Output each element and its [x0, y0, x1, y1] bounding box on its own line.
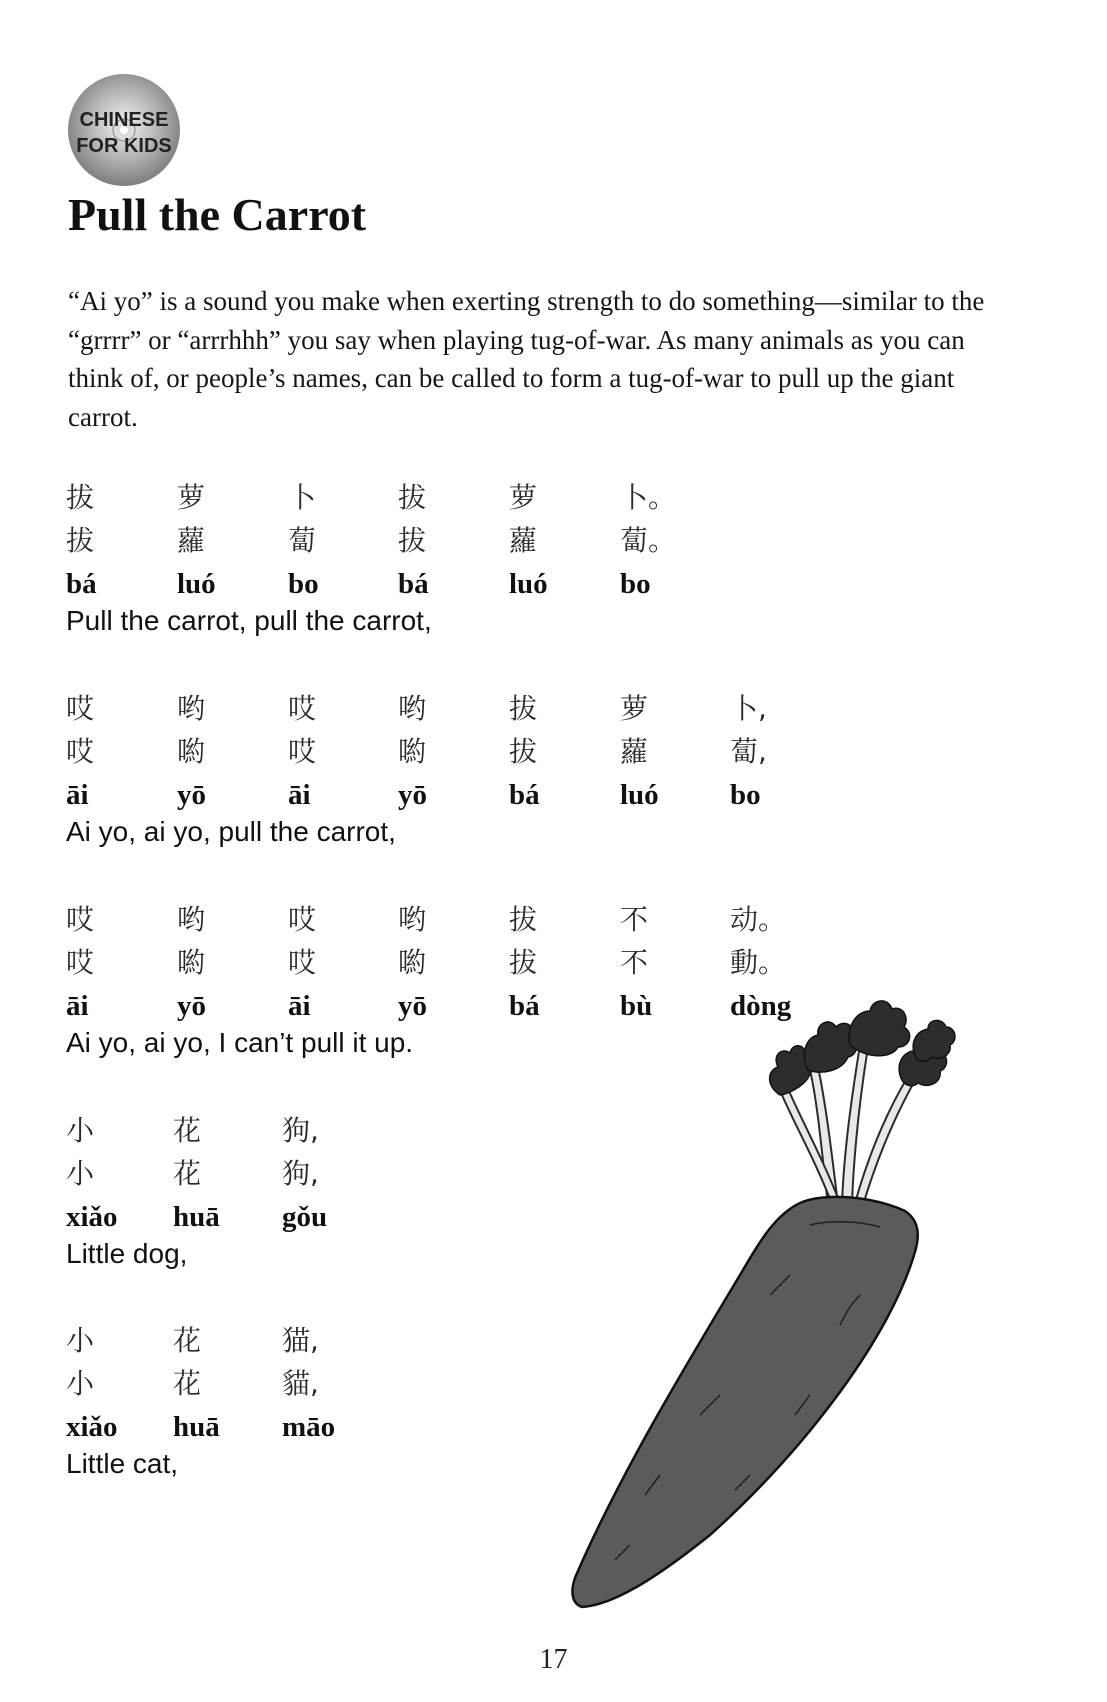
char: 狗,: [282, 1157, 319, 1190]
char: 哎: [288, 946, 317, 979]
char: 拔: [66, 481, 95, 514]
english-line: Ai yo, ai yo, pull the carrot,: [66, 816, 396, 847]
logo-line1: CHINESE: [79, 109, 169, 131]
char: 卜。: [620, 481, 677, 514]
char: 拔: [509, 735, 538, 768]
pinyin: bo: [620, 568, 651, 600]
chinese-for-kids-logo: [67, 73, 181, 187]
pinyin: bù: [620, 990, 653, 1022]
char: 拔: [398, 481, 427, 514]
char: 花: [173, 1114, 202, 1147]
char: 小: [66, 1367, 95, 1400]
pinyin: luó: [509, 568, 548, 600]
pinyin: bá: [509, 779, 540, 811]
pinyin: āi: [66, 779, 89, 811]
char: 喲: [177, 946, 206, 979]
pinyin: bá: [66, 568, 97, 600]
char: 卜: [288, 481, 317, 514]
char: 小: [66, 1324, 95, 1357]
char: 蘿: [177, 524, 206, 557]
char: 萝: [509, 481, 538, 514]
char: 萝: [620, 692, 649, 725]
english-line: Ai yo, ai yo, I can’t pull it up.: [66, 1027, 414, 1058]
char: 哟: [398, 903, 427, 936]
pinyin: yō: [177, 990, 206, 1022]
pinyin: māo: [282, 1411, 336, 1443]
pinyin: xiǎo: [66, 1411, 118, 1443]
char: 哎: [66, 946, 95, 979]
char: 蘿: [620, 735, 649, 768]
char: 拔: [509, 692, 538, 725]
char: 动。: [730, 903, 787, 936]
english-line: Pull the carrot, pull the carrot,: [66, 605, 432, 636]
pinyin: yō: [177, 779, 206, 811]
pinyin: luó: [177, 568, 216, 600]
char: 喲: [177, 735, 206, 768]
pinyin: bo: [730, 779, 761, 811]
pinyin: āi: [288, 990, 311, 1022]
logo-line2: FOR KIDS: [76, 135, 172, 157]
char: 哎: [288, 735, 317, 768]
char: 小: [66, 1157, 95, 1190]
pinyin: dòng: [730, 990, 792, 1022]
char: 貓,: [282, 1367, 319, 1400]
pinyin: gǒu: [282, 1201, 328, 1233]
intro-paragraph: “Ai yo” is a sound you make when exerting strength to do something—similar to the “grrrr” or “arrrhhh” you say when playing tug-of-war. As many animals as you can think of, or people’s names, can be called to form a tug-of-war to pull up the giant carrot.: [68, 286, 985, 432]
pinyin: luó: [620, 779, 659, 811]
english-line: Little dog,: [66, 1238, 188, 1269]
pinyin: yō: [398, 990, 427, 1022]
pinyin: bá: [509, 990, 540, 1022]
pinyin: āi: [288, 779, 311, 811]
char: 拔: [509, 903, 538, 936]
pinyin: bo: [288, 568, 319, 600]
pinyin: huā: [173, 1411, 220, 1443]
char: 花: [173, 1157, 202, 1190]
char: 狗,: [282, 1114, 319, 1147]
char: 哎: [66, 903, 95, 936]
pinyin: huā: [173, 1201, 220, 1233]
char: 蔔,: [730, 735, 767, 768]
pinyin: xiǎo: [66, 1201, 118, 1233]
char: 哟: [177, 903, 206, 936]
char: 拔: [66, 524, 95, 557]
char: 蔔。: [620, 524, 677, 557]
pinyin: āi: [66, 990, 89, 1022]
char: 小: [66, 1114, 95, 1147]
char: 哟: [177, 692, 206, 725]
char: 哎: [66, 735, 95, 768]
char: 猫,: [282, 1324, 319, 1357]
pinyin: bá: [398, 568, 429, 600]
char: 哎: [288, 903, 317, 936]
char: 花: [173, 1367, 202, 1400]
char: 哎: [288, 692, 317, 725]
char: 哎: [66, 692, 95, 725]
char: 拔: [509, 946, 538, 979]
char: 蘿: [509, 524, 538, 557]
page-title: Pull the Carrot: [68, 189, 367, 240]
char: 哟: [398, 692, 427, 725]
page-number: 17: [539, 1644, 568, 1675]
char: 拔: [398, 524, 427, 557]
char: 卜,: [730, 692, 767, 725]
char: 喲: [398, 946, 427, 979]
char: 喲: [398, 735, 427, 768]
carrot-body: [572, 1197, 917, 1607]
char: 蔔: [288, 524, 317, 557]
english-line: Little cat,: [66, 1448, 179, 1479]
char: 萝: [177, 481, 206, 514]
char: 動。: [730, 946, 787, 979]
carrot-illustration: [560, 975, 980, 1615]
char: 不: [620, 903, 649, 936]
char: 花: [173, 1324, 202, 1357]
char: 不: [620, 946, 649, 979]
pinyin: yō: [398, 779, 427, 811]
